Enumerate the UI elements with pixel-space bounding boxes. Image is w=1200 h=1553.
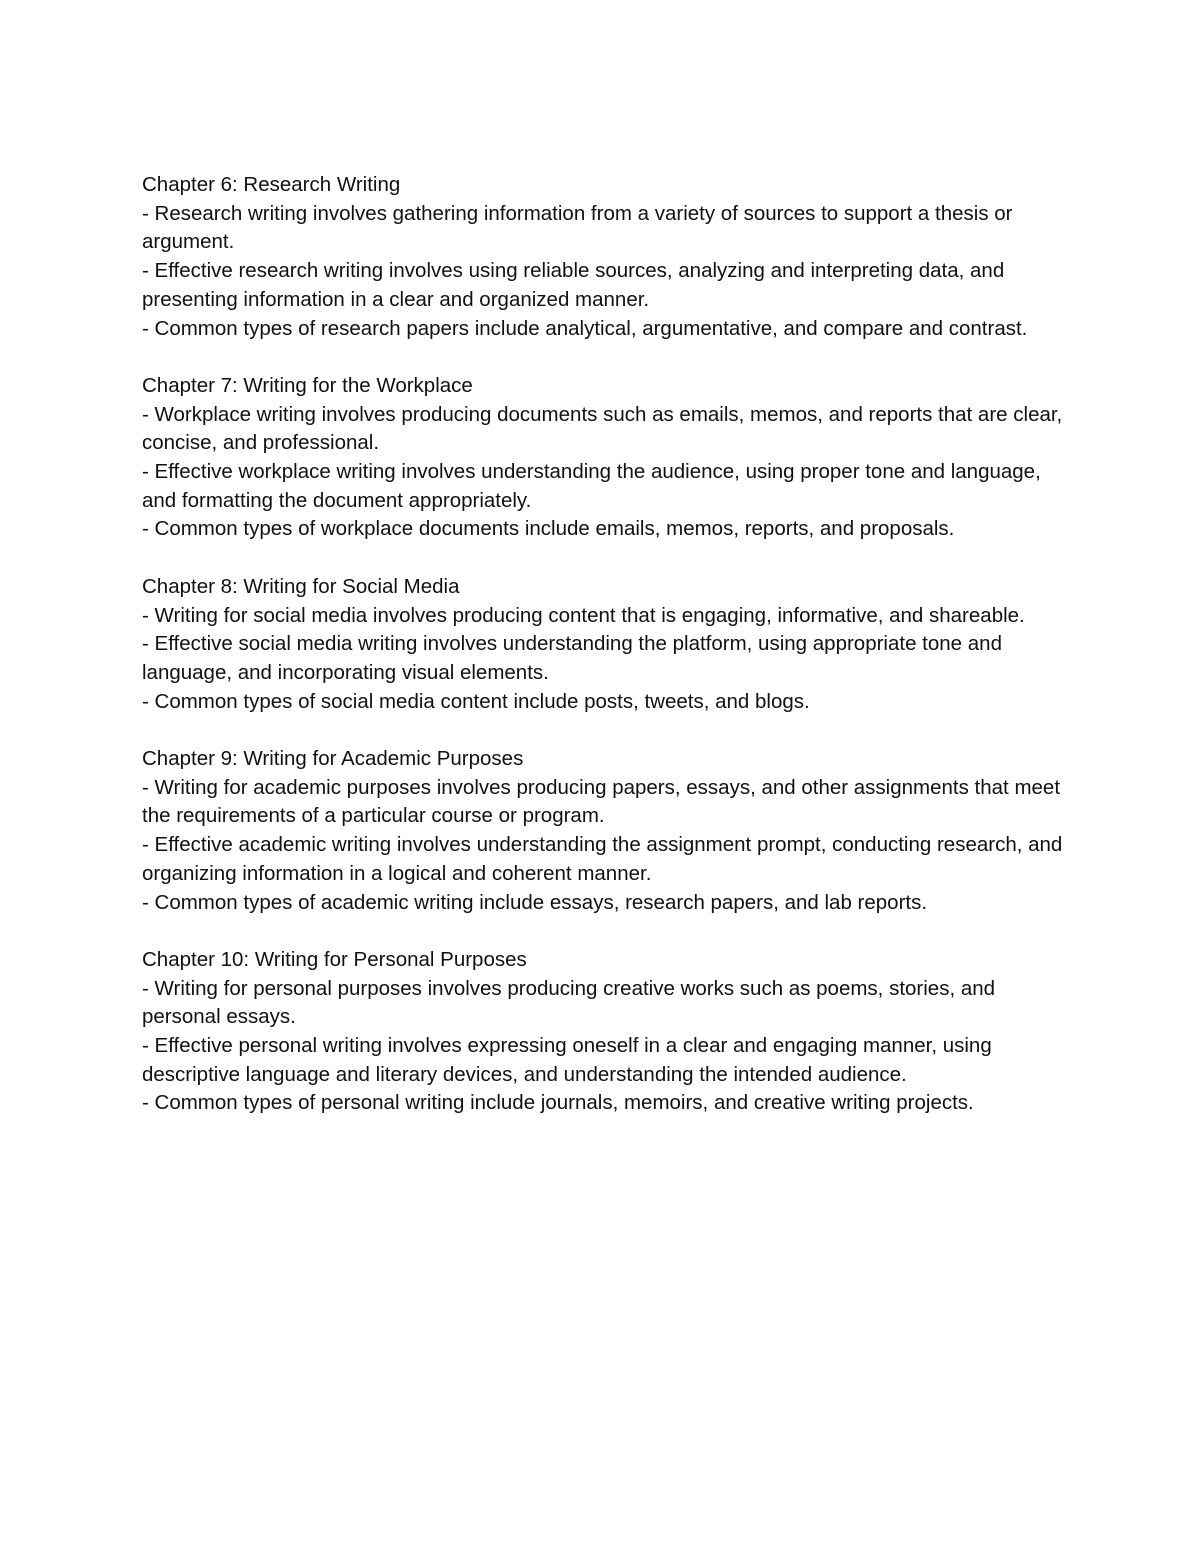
chapter-9-bullet-2: - Effective academic writing involves understanding the assignment prompt, conducting research, and organizing information in a logical and coherent manner. (142, 833, 1063, 885)
chapter-6-title: Chapter 6: Research Writing (142, 173, 401, 196)
chapter-7-bullet-1: - Workplace writing involves producing documents such as emails, memos, and reports that are clear, concise, and professional. (142, 402, 1063, 455)
chapter-8-bullet-3: - Common types of social media content include posts, tweets, and blogs. (142, 689, 810, 713)
document-body (142, 171, 1072, 1147)
chapter-10-section (142, 946, 1072, 1118)
chapter-10-title: Chapter 10: Writing for Personal Purposes (142, 947, 527, 971)
chapter-8-bullet-1: - Writing for social media involves producing content that is engaging, informative, and shareable. (142, 603, 1025, 627)
chapter-6-bullet-2: - Effective research writing involves using reliable sources, analyzing and interpreting data, and presenting information in a clear and organized manner. (142, 259, 1005, 311)
chapter-10-bullet-3: - Common types of personal writing include journals, memoirs, and creative writing projects. (142, 1091, 974, 1115)
chapter-7-section (142, 372, 1072, 544)
chapter-9-bullet-3: - Common types of academic writing include essays, research papers, and lab reports. (142, 890, 928, 914)
chapter-7-title: Chapter 7: Writing for the Workplace (142, 373, 473, 397)
chapter-6-bullet-3: - Common types of research papers include analytical, argumentative, and compare and contrast. (142, 316, 1028, 340)
chapter-10-bullet-1: - Writing for personal purposes involves producing creative works such as poems, stories, and personal essays. (142, 976, 996, 1029)
chapter-8-bullet-2: - Effective social media writing involves understanding the platform, using appropriate tone and language, and incorporating visual elements. (142, 632, 1002, 684)
chapter-7-bullet-3: - Common types of workplace documents include emails, memos, reports, and proposals. (142, 517, 955, 541)
chapter-6-bullet-1: - Research writing involves gathering information from a variety of sources to support a thesis or argument. (142, 201, 1013, 254)
chapter-9-section (142, 745, 1072, 917)
chapter-10-bullet-2: - Effective personal writing involves expressing oneself in a clear and engaging manner, using descriptive language and literary devices, and understanding the intended audience. (142, 1034, 992, 1086)
chapter-9-bullet-1: - Writing for academic purposes involves producing papers, essays, and other assignments that meet the requirements of a particular course or program. (142, 775, 1061, 828)
chapter-8-section (142, 573, 1072, 717)
chapter-6-section (142, 171, 1072, 343)
chapter-8-title: Chapter 8: Writing for Social Media (142, 574, 460, 598)
chapter-7-bullet-2: - Effective workplace writing involves understanding the audience, using proper tone and language, and formatting the document appropriately. (142, 460, 1041, 512)
chapter-9-title: Chapter 9: Writing for Academic Purposes (142, 747, 524, 771)
